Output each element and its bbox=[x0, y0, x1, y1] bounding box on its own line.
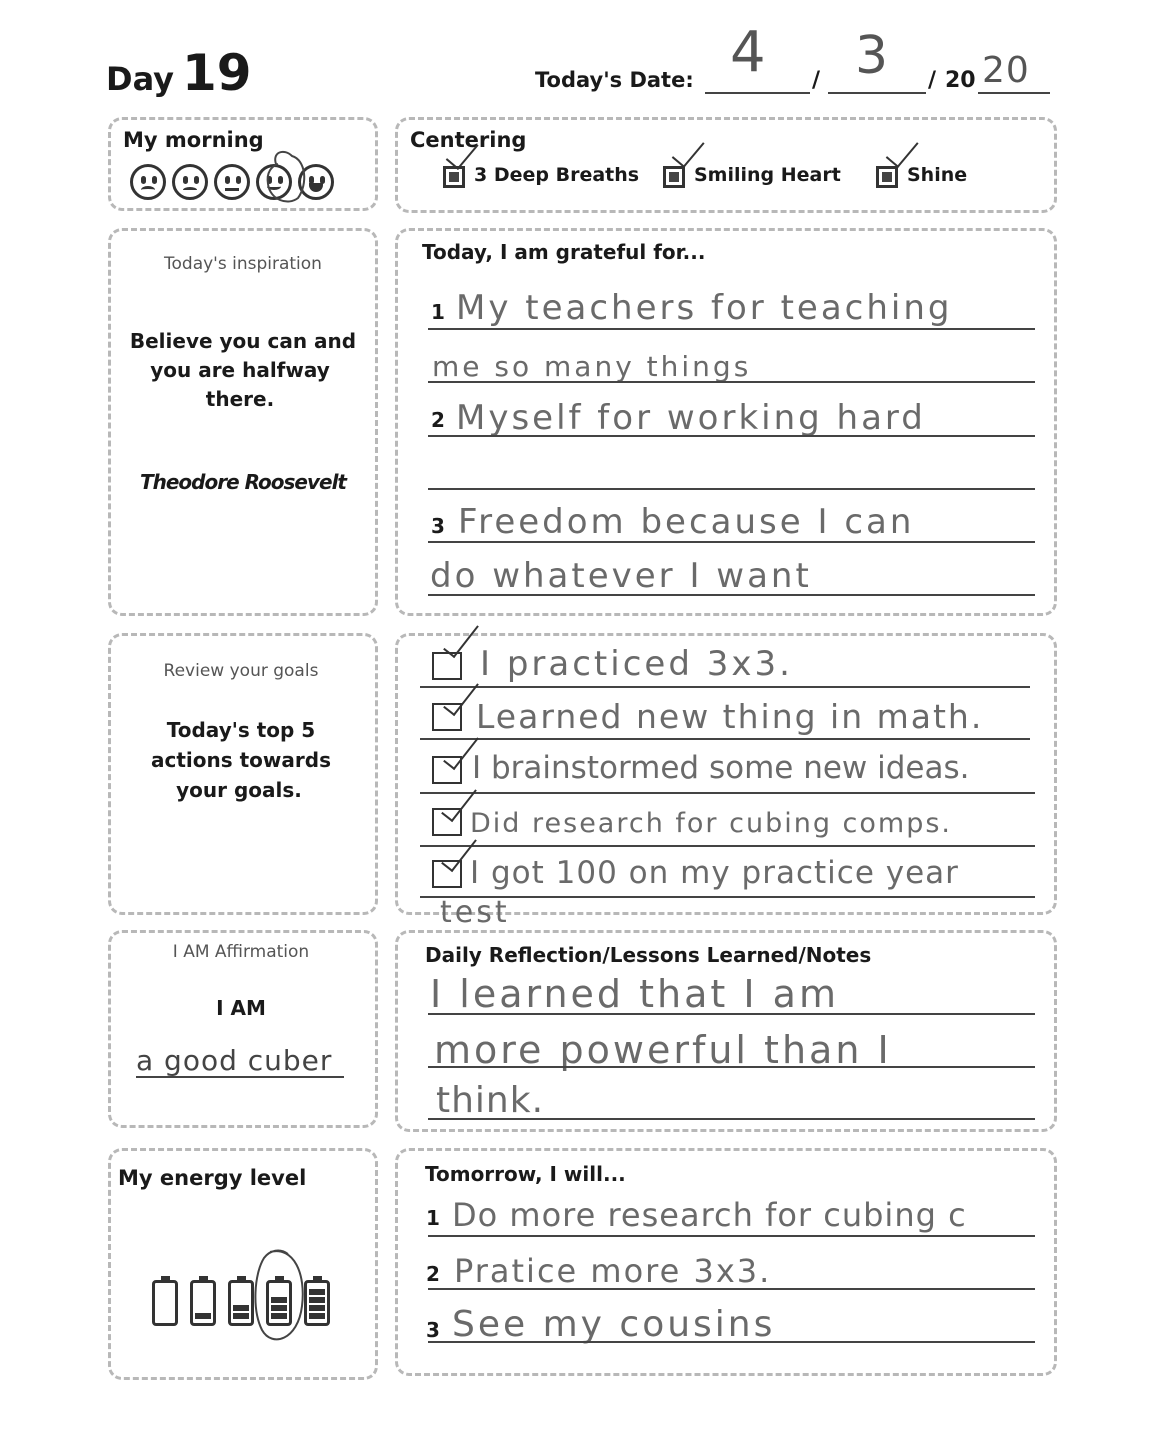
neutral-face-icon[interactable] bbox=[214, 164, 250, 200]
morning-selection-circle bbox=[262, 144, 314, 206]
tomorrow-number-2: 2 bbox=[426, 1262, 440, 1286]
smiling-heart-checkbox[interactable] bbox=[663, 166, 685, 188]
very-sad-face-icon[interactable] bbox=[130, 164, 166, 200]
date-month-rule bbox=[705, 92, 810, 94]
inspiration-author: Theodore Roosevelt bbox=[139, 470, 346, 494]
reflection-line-3[interactable]: think. bbox=[436, 1080, 545, 1121]
affirmation-rule bbox=[136, 1076, 344, 1078]
action-1-text[interactable]: I practiced 3x3. bbox=[480, 644, 793, 684]
reflection-line-1[interactable]: I learned that I am bbox=[430, 972, 839, 1016]
tomorrow-item-3[interactable]: See my cousins bbox=[452, 1304, 776, 1345]
date-year[interactable]: 20 bbox=[982, 50, 1030, 91]
sad-face-icon[interactable] bbox=[172, 164, 208, 200]
goals-title: Review your goals bbox=[163, 661, 319, 681]
date-label: Today's Date: bbox=[535, 68, 694, 92]
date-month[interactable]: 4 bbox=[730, 20, 769, 85]
tomorrow-item-1[interactable]: Do more research for cubing c bbox=[452, 1196, 967, 1234]
date-year-rule bbox=[978, 92, 1050, 94]
action-rule-5 bbox=[420, 896, 1035, 898]
grateful-title: Today, I am grateful for... bbox=[422, 240, 706, 264]
action-3-text[interactable]: I brainstormed some new ideas. bbox=[472, 750, 970, 786]
action-5-text[interactable]: I got 100 on my practice year bbox=[470, 855, 959, 891]
action-4-text[interactable]: Did research for cubing comps. bbox=[470, 808, 952, 839]
centering-title: Centering bbox=[410, 128, 527, 152]
goals-subtitle-line-3: your goals. bbox=[176, 778, 302, 802]
day-label: Day bbox=[106, 60, 175, 98]
grateful-number-3: 3 bbox=[431, 514, 445, 538]
deep-breaths-checkbox[interactable] bbox=[443, 166, 465, 188]
action-1-checkbox[interactable] bbox=[432, 652, 462, 680]
reflection-rule-2 bbox=[428, 1066, 1035, 1068]
affirmation-text[interactable]: a good cuber bbox=[136, 1044, 333, 1077]
inspiration-quote-line-2: you are halfway bbox=[150, 358, 330, 382]
date-slash-2: / bbox=[928, 68, 937, 93]
day-number: 19 bbox=[182, 44, 252, 102]
tomorrow-rule-3 bbox=[428, 1341, 1035, 1343]
my-morning-title: My morning bbox=[123, 128, 264, 152]
tomorrow-item-2[interactable]: Pratice more 3x3. bbox=[454, 1252, 772, 1290]
deep-breaths-label: 3 Deep Breaths bbox=[474, 164, 640, 186]
tomorrow-number-3: 3 bbox=[426, 1318, 440, 1342]
reflection-title: Daily Reflection/Lessons Learned/Notes bbox=[425, 943, 872, 967]
grateful-number-2: 2 bbox=[431, 408, 445, 432]
energy-title: My energy level bbox=[118, 1166, 307, 1190]
grateful-number-1: 1 bbox=[431, 300, 445, 324]
inspiration-panel bbox=[108, 228, 378, 616]
affirmation-title: I AM Affirmation bbox=[172, 942, 310, 962]
grateful-rule-1b bbox=[428, 381, 1035, 383]
inspiration-title: Today's inspiration bbox=[164, 254, 322, 274]
inspiration-quote-line-1: Believe you can and bbox=[129, 329, 357, 353]
grateful-rule-3b bbox=[428, 594, 1035, 596]
action-2-text[interactable]: Learned new thing in math. bbox=[476, 697, 984, 736]
action-rule-3 bbox=[420, 792, 1035, 794]
action-5-overflow[interactable]: test bbox=[440, 895, 510, 930]
tomorrow-rule-2 bbox=[428, 1288, 1035, 1290]
grateful-item-3-line-1[interactable]: Freedom because I can bbox=[458, 502, 915, 542]
grateful-item-1-line-2[interactable]: me so many things bbox=[432, 350, 752, 383]
grateful-item-3-line-2[interactable]: do whatever I want bbox=[430, 556, 812, 596]
action-rule-4 bbox=[420, 845, 1035, 847]
grateful-item-1-line-1[interactable]: My teachers for teaching bbox=[456, 288, 953, 328]
reflection-line-2[interactable]: more powerful than I bbox=[434, 1028, 892, 1072]
grateful-rule-2a bbox=[428, 435, 1035, 437]
inspiration-quote-line-3: there. bbox=[205, 387, 275, 411]
energy-selection-circle bbox=[250, 1244, 310, 1354]
smiling-heart-label: Smiling Heart bbox=[694, 164, 841, 186]
tomorrow-title: Tomorrow, I will... bbox=[425, 1162, 626, 1186]
grateful-rule-2b bbox=[428, 488, 1035, 490]
action-rule-2 bbox=[420, 738, 1030, 740]
tomorrow-number-1: 1 bbox=[426, 1206, 440, 1230]
tomorrow-rule-1 bbox=[428, 1235, 1035, 1237]
reflection-rule-3 bbox=[428, 1118, 1035, 1120]
battery-empty-icon[interactable] bbox=[152, 1280, 178, 1326]
shine-label: Shine bbox=[907, 164, 968, 186]
reflection-rule-1 bbox=[428, 1013, 1035, 1015]
grateful-rule-3a bbox=[428, 541, 1035, 543]
date-century: 20 bbox=[945, 68, 976, 93]
goals-subtitle-line-1: Today's top 5 bbox=[166, 718, 316, 742]
grateful-item-2-line-1[interactable]: Myself for working hard bbox=[456, 398, 926, 438]
shine-checkbox[interactable] bbox=[876, 166, 898, 188]
date-day[interactable]: 3 bbox=[855, 26, 892, 86]
goals-subtitle-line-2: actions towards bbox=[151, 748, 331, 772]
battery-low-icon[interactable] bbox=[190, 1280, 216, 1326]
action-rule-1 bbox=[420, 686, 1030, 688]
grateful-rule-1a bbox=[428, 328, 1035, 330]
affirmation-lead: I AM bbox=[216, 996, 266, 1020]
date-day-rule bbox=[828, 92, 926, 94]
date-slash-1: / bbox=[812, 68, 821, 93]
